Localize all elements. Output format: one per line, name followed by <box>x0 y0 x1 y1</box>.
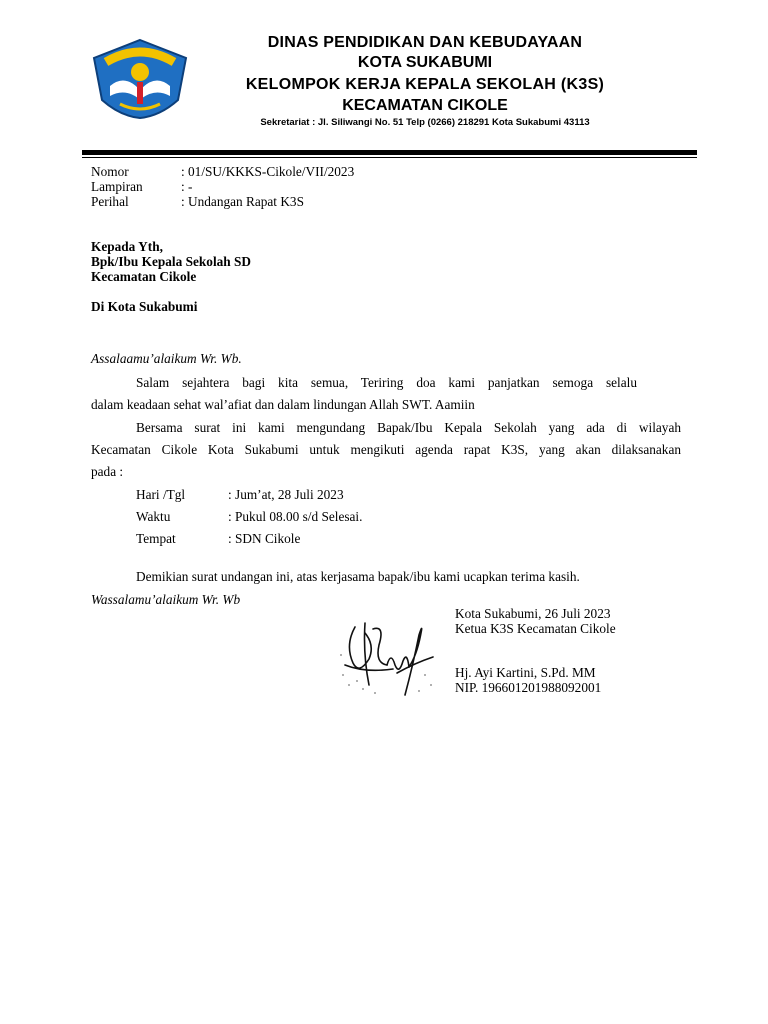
paragraph-2-line-3: pada : <box>91 464 124 479</box>
recipient-title: Bpk/Ibu Kepala Sekolah SD <box>91 254 251 269</box>
paragraph-1-line-2: dalam keadaan sehat wal’afiat dan dalam lindungan Allah SWT. Aamiin <box>91 397 475 412</box>
agenda-label-date: Hari /Tgl <box>136 487 186 502</box>
tut-wuri-handayani-logo <box>90 38 190 120</box>
signature-place-date: Kota Sukabumi, 26 Juli 2023 <box>455 606 611 621</box>
agenda-value-time: : Pukul 08.00 s/d Selesai. <box>228 509 363 524</box>
meta-value-perihal: : Undangan Rapat K3S <box>181 194 304 209</box>
signatory-nip: NIP. 196601201988092001 <box>455 680 602 695</box>
meta-label-nomor: Nomor <box>91 164 129 179</box>
agenda-label-time: Waktu <box>136 509 171 524</box>
letterhead-agency: DINAS PENDIDIKAN DAN KEBUDAYAAN <box>267 34 583 51</box>
letterhead-divider-thin <box>82 157 697 158</box>
closing-text: Demikian surat undangan ini, atas kerjasama bapak/ibu kami ucapkan terima kasih. <box>136 569 580 584</box>
agenda-value-date: : Jum’at, 28 Juli 2023 <box>228 487 344 502</box>
signature-position: Ketua K3S Kecamatan Cikole <box>455 621 616 636</box>
meta-label-lampiran: Lampiran <box>91 179 143 194</box>
greeting: Assalaamu’alaikum Wr. Wb. <box>91 351 242 366</box>
meta-value-nomor: : 01/SU/KKKS-Cikole/VII/2023 <box>181 164 355 179</box>
paragraph-1-line-1: Salam sejahtera bagi kita semua, Teriring doa kami panjatkan semoga selalu <box>136 375 637 390</box>
farewell: Wassalamu’alaikum Wr. Wb <box>91 592 241 607</box>
letterhead-city: KOTA SUKABUMI <box>357 54 493 71</box>
recipient-district: Kecamatan Cikole <box>91 269 197 284</box>
meta-label-perihal: Perihal <box>91 194 129 209</box>
recipient-place: Di Kota Sukabumi <box>91 299 198 314</box>
agenda-label-place: Tempat <box>136 531 176 546</box>
paragraph-2-line-1: Bersama surat ini kami mengundang Bapak/Ibu Kepala Sekolah yang ada di wilayah <box>136 420 681 435</box>
letterhead-organization: KELOMPOK KERJA KEPALA SEKOLAH (K3S) <box>245 76 605 93</box>
meta-value-lampiran: : - <box>181 179 193 194</box>
paragraph-2-line-2: Kecamatan Cikole Kota Sukabumi untuk mengikuti agenda rapat K3S, yang akan dilaksanakan <box>91 442 681 457</box>
recipient-salutation: Kepada Yth, <box>91 239 163 254</box>
letterhead-district: KECAMATAN CIKOLE <box>342 97 508 114</box>
letterhead-divider <box>82 150 697 155</box>
handwritten-signature <box>335 615 440 700</box>
agenda-value-place: : SDN Cikole <box>228 531 301 546</box>
letterhead-address: Sekretariat : Jl. Siliwangi No. 51 Telp (0266) 218291 Kota Sukabumi 43113 <box>260 117 590 128</box>
signatory-name: Hj. Ayi Kartini, S.Pd. MM <box>455 665 596 680</box>
